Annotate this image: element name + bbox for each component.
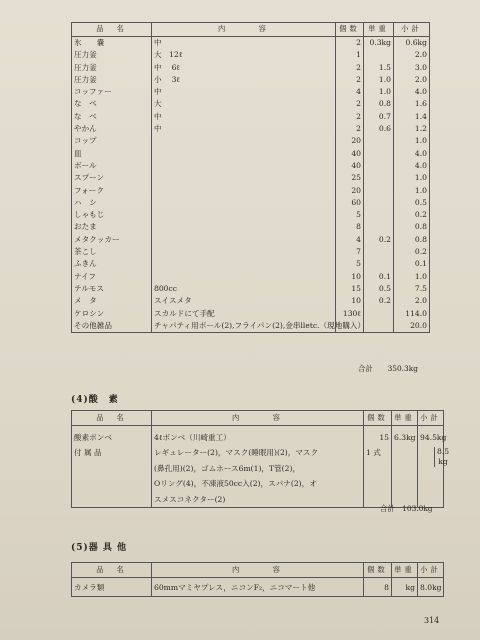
item-content-cell xyxy=(152,148,336,160)
item-subtotal-cell: 1.4 xyxy=(394,111,430,123)
item-subtotal-cell: 1.6 xyxy=(394,98,430,110)
item-count-cell: 7 xyxy=(336,246,364,258)
item-name-cell: フォーク xyxy=(74,185,104,195)
item-content-cell: スイスメタ xyxy=(152,295,336,307)
column-header: 内 容 xyxy=(152,563,364,578)
column-header: 内 容 xyxy=(152,23,336,37)
item-count-cell: 15 xyxy=(336,283,364,295)
table-row xyxy=(72,86,430,98)
table-row xyxy=(72,160,430,172)
column-header: 単重 xyxy=(392,563,418,578)
table-row xyxy=(72,37,430,50)
item-content-cell xyxy=(152,258,336,270)
oxygen-content-line-3: (鼻孔用)(2)，ゴムホース6m(1)，T管(2)， xyxy=(154,463,301,473)
item-name-cell: メ タ xyxy=(74,296,97,306)
item-subtotal-cell: 0.5 xyxy=(394,197,430,209)
item-subtotal-cell: 3.0 xyxy=(394,62,430,74)
table-row xyxy=(72,246,430,258)
table-row xyxy=(72,123,430,135)
item-subtotal-cell: 4.0 xyxy=(394,160,430,172)
item-content-cell: 中 6ℓ xyxy=(152,62,336,74)
section5-title: (5)器 具 他 xyxy=(71,543,128,553)
item-subtotal-cell: 1.0 xyxy=(394,271,430,283)
item-subtotal-cell: 1.0 xyxy=(394,172,430,184)
oxygen-name-cell xyxy=(72,426,152,508)
item-content-cell xyxy=(152,197,336,209)
column-header: 品 名 xyxy=(72,563,152,578)
table-row xyxy=(72,271,430,283)
item-name-cell: 圧力釜 xyxy=(74,74,97,84)
item-content-cell: 大 12ℓ xyxy=(152,49,336,61)
oxygen-subtotal-main: 94.5kg xyxy=(420,433,447,442)
item-unit-weight-cell xyxy=(364,160,394,172)
item-unit-weight-cell: 0.8 xyxy=(364,98,394,110)
item-subtotal-cell: 4.0 xyxy=(394,86,430,98)
table-row xyxy=(72,148,430,160)
item-subtotal-cell: 1.0 xyxy=(394,185,430,197)
column-header: 単重 xyxy=(364,23,394,37)
table-row xyxy=(72,185,430,197)
item-name-cell: 圧力釜 xyxy=(74,62,97,72)
item-count-cell: 10 xyxy=(336,271,364,283)
item-name-cell: スプーン xyxy=(74,173,104,183)
item-count-cell: 8 xyxy=(364,578,392,597)
item-subtotal-cell: 1.0 xyxy=(394,135,430,147)
item-content-cell: 800cc xyxy=(152,283,336,295)
item-unit-weight-cell xyxy=(364,246,394,258)
table-row xyxy=(72,320,430,333)
item-count-cell: 40 xyxy=(336,160,364,172)
oxygen-name-line-2: 付 属 品 xyxy=(74,448,102,458)
page-number: 314 xyxy=(424,616,440,625)
oxygen-count-line-1: 15 xyxy=(379,433,389,442)
item-subtotal-cell: 4.0 xyxy=(394,148,430,160)
item-subtotal-cell: 0.1 xyxy=(394,258,430,270)
table-row xyxy=(72,135,430,147)
item-name-cell: テルモス xyxy=(74,283,104,293)
item-count-cell: 40 xyxy=(336,148,364,160)
column-header: 小計 xyxy=(418,563,444,578)
item-unit-weight-cell xyxy=(364,172,394,184)
item-subtotal-cell: 0.2 xyxy=(394,246,430,258)
oxygen-subtotal-sub-unit: kg xyxy=(438,457,448,467)
item-content-cell xyxy=(152,221,336,233)
item-count-cell: 60 xyxy=(336,197,364,209)
item-unit-weight-cell xyxy=(364,320,394,333)
table-header-row xyxy=(72,563,444,578)
item-count-cell: 2 xyxy=(336,98,364,110)
oxygen-content-line-5: スメスコネクター(2) xyxy=(154,494,226,504)
oxygen-table xyxy=(71,410,450,508)
item-count-cell: 8 xyxy=(336,221,364,233)
item-count-cell: 4 xyxy=(336,234,364,246)
item-count-cell: 2 xyxy=(336,123,364,135)
item-unit-weight-cell xyxy=(364,148,394,160)
item-unit-weight-cell xyxy=(364,49,394,61)
table-header-row xyxy=(72,411,444,426)
item-unit-weight-cell xyxy=(364,221,394,233)
item-count-cell: 5 xyxy=(336,209,364,221)
column-header: 小計 xyxy=(418,411,444,426)
item-content-cell: 中 xyxy=(152,111,336,123)
column-header: 内 容 xyxy=(152,411,364,426)
item-content-cell: 中 xyxy=(152,123,336,135)
item-name-cell: な べ xyxy=(74,99,97,109)
item-subtotal-cell: 0.8 xyxy=(394,221,430,233)
section4-title: (4)酸 素 xyxy=(71,395,119,405)
item-count-cell: 2 xyxy=(336,74,364,86)
item-unit-weight-cell: 1.0 xyxy=(364,74,394,86)
item-subtotal-cell: 114.0 xyxy=(394,308,430,320)
table-row xyxy=(72,197,430,209)
item-count-cell: 20 xyxy=(336,135,364,147)
item-count-cell: 10 xyxy=(336,295,364,307)
item-content-cell: 小 3ℓ xyxy=(152,74,336,86)
item-content-cell xyxy=(152,271,336,283)
item-unit-weight-cell: 0.2 xyxy=(364,234,394,246)
item-subtotal-cell: 0.6kg xyxy=(394,37,430,50)
oxygen-content-line-4: Oリング(4)，不凍液50cc入(2)，スパナ(2)，オ xyxy=(154,479,317,489)
item-unit-weight-cell: 0.6 xyxy=(364,123,394,135)
item-subtotal-cell: 2.0 xyxy=(394,295,430,307)
item-name-cell: 氷 嚢 xyxy=(74,38,105,47)
item-unit-weight-cell xyxy=(364,258,394,270)
oxygen-content-line-1: 4ℓボンベ（川崎重工） xyxy=(154,433,231,442)
item-content-cell: 中 xyxy=(152,86,336,98)
oxygen-count-cell xyxy=(364,426,392,508)
item-name-cell: ボール xyxy=(74,160,97,170)
item-content-cell: チャパティ用ボール(2),フライパン(2),金串lletc.（現地購入） xyxy=(152,320,336,333)
table-row xyxy=(72,234,430,246)
item-name-cell: その他雑品 xyxy=(74,320,112,330)
column-header: 個数 xyxy=(364,411,392,426)
table-row xyxy=(72,74,430,86)
item-content-cell xyxy=(152,234,336,246)
item-name-cell: しゃもじ xyxy=(74,210,105,220)
item-content-cell: 大 xyxy=(152,98,336,110)
item-count-cell: 2 xyxy=(336,62,364,74)
item-subtotal-cell: 20.0 xyxy=(394,320,430,333)
item-name-cell: やかん xyxy=(74,124,97,134)
oxygen-subtotal-sub-value: 8.5 xyxy=(437,447,450,457)
item-name-cell: ケロシン xyxy=(74,308,105,318)
item-name-cell: 皿 xyxy=(74,148,82,158)
item-name-cell: コップ xyxy=(74,136,97,146)
item-name-cell: ナイフ xyxy=(74,271,97,281)
item-subtotal-cell: 2.0 xyxy=(394,74,430,86)
item-unit-weight-cell: 0.5 xyxy=(364,283,394,295)
item-content-cell xyxy=(152,209,336,221)
item-name-cell: ハ シ xyxy=(74,197,97,207)
item-unit-weight-cell: 0.2 xyxy=(364,295,394,307)
item-unit-weight-cell: kg xyxy=(392,578,418,597)
item-name-cell: ふきん xyxy=(74,259,97,269)
table1-total: 合計 350.3kg xyxy=(358,364,418,373)
table-row xyxy=(72,258,430,270)
item-content-cell: 60mmマミヤプレス，ニコンF₂，ニコマート他 xyxy=(152,578,364,597)
equipment-table xyxy=(71,22,430,333)
section4-total: 合計 103.0kg xyxy=(380,504,433,513)
equipment-other-table xyxy=(71,562,444,597)
oxygen-subtotal-cell xyxy=(418,426,450,508)
item-unit-weight-cell: 0.3kg xyxy=(364,37,394,50)
item-content-cell xyxy=(152,160,336,172)
oxygen-count-line-2: 1 式 xyxy=(366,448,381,458)
table-row xyxy=(72,111,430,123)
item-name-cell: おたま xyxy=(74,222,97,232)
table-row xyxy=(72,221,430,233)
oxygen-subtotal-sub xyxy=(434,447,449,467)
item-unit-weight-cell xyxy=(364,185,394,197)
table-row xyxy=(72,283,430,295)
item-count-cell: 20 xyxy=(336,185,364,197)
item-name-cell: な べ xyxy=(74,111,97,121)
item-unit-weight-cell xyxy=(364,209,394,221)
item-count-cell: 25 xyxy=(336,172,364,184)
oxygen-unit-weight: 6.3kg xyxy=(394,433,416,442)
item-name-cell: カメラ類 xyxy=(74,582,105,592)
item-unit-weight-cell: 1.5 xyxy=(364,62,394,74)
item-subtotal-cell: 0.8 xyxy=(394,234,430,246)
item-name-cell: コッファー xyxy=(74,87,112,97)
table-row xyxy=(72,209,430,221)
table-row xyxy=(72,426,444,508)
table-row xyxy=(72,49,430,61)
item-subtotal-cell: 8.0kg xyxy=(418,578,444,597)
item-content-cell xyxy=(152,135,336,147)
item-name-cell: 圧力釜 xyxy=(74,50,97,60)
table-row xyxy=(72,295,430,307)
column-header: 単重 xyxy=(392,411,418,426)
column-header: 品 名 xyxy=(72,411,152,426)
item-name-cell: 茶こし xyxy=(74,247,97,257)
item-count-cell: 1 xyxy=(336,49,364,61)
item-subtotal-cell: 2.0 xyxy=(394,49,430,61)
item-content-cell xyxy=(152,185,336,197)
table-header-row xyxy=(72,23,430,37)
item-name-cell: メタクッカー xyxy=(74,234,120,244)
table-row xyxy=(72,62,430,74)
oxygen-content-cell xyxy=(152,426,364,508)
item-unit-weight-cell: 1.0 xyxy=(364,86,394,98)
item-unit-weight-cell xyxy=(364,197,394,209)
item-content-cell xyxy=(152,246,336,258)
item-unit-weight-cell: 0.1 xyxy=(364,271,394,283)
item-count-cell: 2 xyxy=(336,37,364,50)
oxygen-content-line-2: レギュレーター(2)，マスク(睡眠用)(2)，マスク xyxy=(154,448,319,458)
item-count-cell: 4 xyxy=(336,86,364,98)
item-subtotal-cell: 0.2 xyxy=(394,209,430,221)
table-row xyxy=(72,172,430,184)
item-content-cell: スカルドにて手配 xyxy=(152,308,336,320)
column-header: 個数 xyxy=(336,23,364,37)
table-row xyxy=(72,308,430,320)
item-count-cell: 2 xyxy=(336,111,364,123)
oxygen-name-line-1: 酸素ボンベ xyxy=(74,433,112,442)
item-content-cell xyxy=(152,172,336,184)
item-content-cell: 中 xyxy=(152,37,336,50)
column-header: 小計 xyxy=(394,23,430,37)
table-row xyxy=(72,98,430,110)
column-header: 品 名 xyxy=(72,23,152,37)
item-subtotal-cell: 7.5 xyxy=(394,283,430,295)
item-count-cell: 130ℓ xyxy=(336,308,364,320)
item-unit-weight-cell xyxy=(364,308,394,320)
table-row xyxy=(72,578,444,597)
item-count-cell: 5 xyxy=(336,258,364,270)
item-subtotal-cell: 1.2 xyxy=(394,123,430,135)
oxygen-unit-weight-cell xyxy=(392,426,418,508)
item-unit-weight-cell xyxy=(364,135,394,147)
column-header: 個数 xyxy=(364,563,392,578)
item-unit-weight-cell: 0.7 xyxy=(364,111,394,123)
